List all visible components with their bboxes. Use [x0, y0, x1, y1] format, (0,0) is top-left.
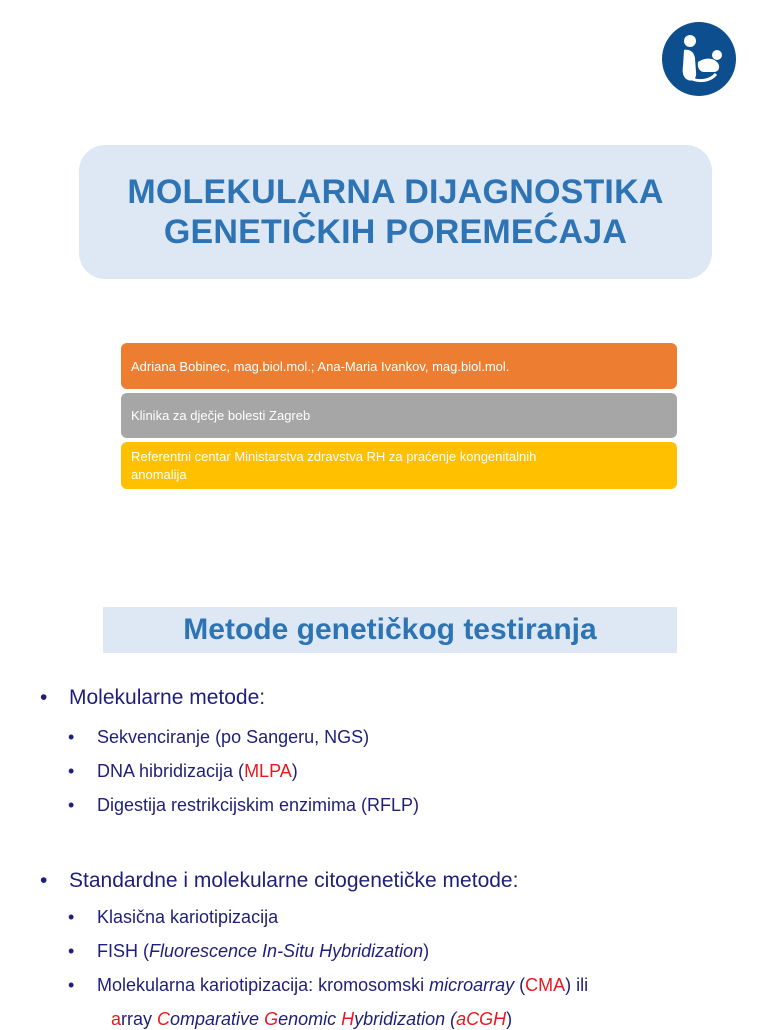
authors-text: Adriana Bobinec, mag.biol.mol.; Ana-Maria Ivankov, mag.biol.mol.: [131, 358, 510, 374]
list-item-text: Molekularna kariotipizacija: kromosomski: [97, 975, 430, 995]
bullet-icon: •: [40, 686, 48, 709]
list-item-text-end: ): [291, 761, 298, 781]
list-item-cytogenetic-methods: [40, 869, 518, 893]
list-item-text-end: ) ili: [565, 975, 589, 995]
authors-bar: [121, 343, 677, 389]
mother-child-logo-icon: [662, 22, 736, 96]
list-item-molecular-karyotyping: [68, 975, 588, 996]
list-item-molecular-methods: [40, 686, 265, 710]
acgh-text: enomic: [278, 1009, 342, 1029]
bullet-icon: •: [68, 795, 75, 815]
list-item-dna-hybridization: [68, 761, 298, 782]
microarray-term: microarray: [429, 975, 515, 995]
list-item-text: Standardne i molekularne citogenetičke metode:: [69, 869, 519, 892]
acgh-text: rray: [121, 1009, 158, 1029]
list-item-text: Sekvenciranje (po Sangeru, NGS): [97, 727, 370, 747]
list-item-text: DNA hibridizacija (: [97, 761, 245, 781]
reference-center-line-2: anomalija: [131, 466, 187, 482]
acgh-letter-a: a: [111, 1009, 122, 1029]
bullet-icon: •: [68, 761, 75, 781]
clinic-text: Klinika za dječje bolesti Zagreb: [131, 408, 311, 423]
list-item-text: Klasična kariotipizacija: [97, 907, 279, 927]
reference-center-line-1: Referentni centar Ministarstva zdravstva RH za praćenje kongenitalnih: [131, 448, 537, 464]
acgh-letter-g: G: [264, 1009, 279, 1029]
bullet-icon: •: [40, 869, 48, 892]
acgh-letter-c: C: [157, 1009, 171, 1029]
fish-expansion: Fluorescence In-Situ Hybridization: [149, 941, 424, 961]
cma-highlight: CMA: [525, 975, 566, 995]
clinic-bar: [121, 393, 677, 438]
bullet-icon: •: [68, 727, 75, 747]
list-item-classic-karyotyping: [68, 907, 278, 928]
reference-center-bar: [121, 442, 677, 489]
bullet-icon: •: [68, 907, 75, 927]
acgh-letter-h: H: [341, 1009, 355, 1029]
acgh-text: ybridization (: [354, 1009, 457, 1029]
list-item-text: FISH (: [97, 941, 149, 961]
page-title-line-1: MOLEKULARNA DIJAGNOSTIKA: [127, 173, 664, 211]
list-item-restriction-digestion: [68, 795, 419, 816]
acgh-text-end: ): [506, 1009, 513, 1029]
acgh-abbreviation: aCGH: [456, 1009, 507, 1029]
list-item-sequencing: [68, 727, 369, 748]
list-item-fish: [68, 941, 429, 962]
bullet-icon: •: [68, 941, 75, 961]
section-title-box: [103, 607, 677, 653]
page-title-line-2: GENETIČKIH POREMEĆAJA: [163, 213, 628, 251]
list-item-text: (: [514, 975, 526, 995]
list-item-text: Molekularne metode:: [69, 686, 266, 709]
list-item-acgh-continuation: [111, 1009, 512, 1030]
bullet-icon: •: [68, 975, 75, 995]
mlpa-highlight: MLPA: [244, 761, 292, 781]
list-item-text: Digestija restrikcijskim enzimima (RFLP): [97, 795, 420, 815]
list-item-text-end: ): [423, 941, 430, 961]
acgh-text: omparative: [170, 1009, 265, 1029]
title-box: [79, 145, 712, 279]
section-title: Metode genetičkog testiranja: [183, 613, 597, 646]
